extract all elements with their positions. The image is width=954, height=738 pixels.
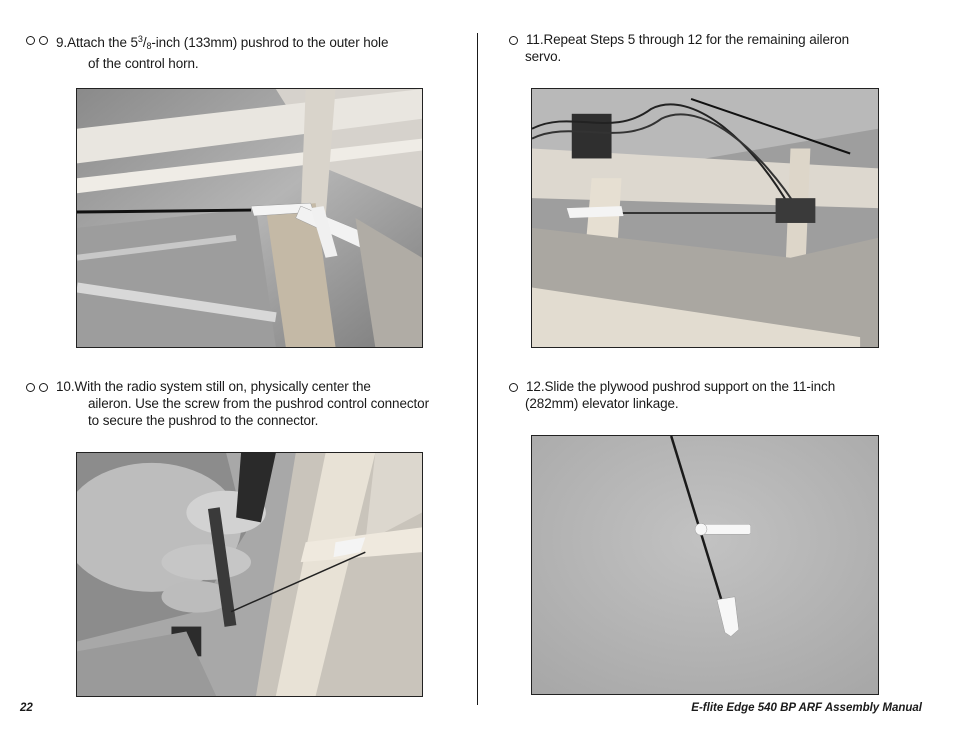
page-number: 22 <box>20 702 33 714</box>
checkbox-circle[interactable] <box>509 383 518 392</box>
column-divider <box>477 33 478 705</box>
checkbox-circle[interactable] <box>26 36 35 45</box>
step-number: 12. <box>526 379 545 394</box>
checkbox-circle[interactable] <box>509 36 518 45</box>
step-text: 11.Repeat Steps 5 through 12 for the remaining aileron <box>526 32 850 47</box>
photo-screwdriver <box>76 452 423 697</box>
step-number: 10. <box>56 379 75 394</box>
step-text-line: (282mm) elevator linkage. <box>525 396 679 411</box>
step-number: 9. <box>56 35 68 50</box>
step-text: 9.Attach the $5^3/_8$-inch (133mm) pushrod to the outer hole <box>56 34 389 51</box>
photo-aileron-servo <box>531 88 879 348</box>
step-text-line: aileron. Use the screw from the pushrod control connector <box>88 396 429 411</box>
step-9 <box>26 31 466 72</box>
checkbox-circle[interactable] <box>26 383 35 392</box>
checkbox-circle[interactable] <box>39 383 48 392</box>
step-number: 11. <box>526 32 544 47</box>
step-checkboxes[interactable] <box>509 378 518 395</box>
step-checkboxes[interactable] <box>26 31 48 55</box>
step-text-line: of the control horn. <box>88 56 199 71</box>
step-11 <box>509 31 909 65</box>
checkbox-circle[interactable] <box>39 36 48 45</box>
step-text-line: servo. <box>525 49 562 64</box>
photo-control-horn <box>76 88 423 348</box>
step-10 <box>26 378 466 429</box>
step-checkboxes[interactable] <box>509 31 518 48</box>
step-12 <box>509 378 909 412</box>
step-text: 10.With the radio system still on, physically center the <box>56 379 371 394</box>
step-checkboxes[interactable] <box>26 378 48 395</box>
step-text: 12.Slide the plywood pushrod support on the 11-inch <box>526 379 836 394</box>
manual-title: E-flite Edge 540 BP ARF Assembly Manual <box>691 702 922 714</box>
step-text-line: to secure the pushrod to the connector. <box>88 413 319 428</box>
photo-elevator-linkage <box>531 435 879 695</box>
